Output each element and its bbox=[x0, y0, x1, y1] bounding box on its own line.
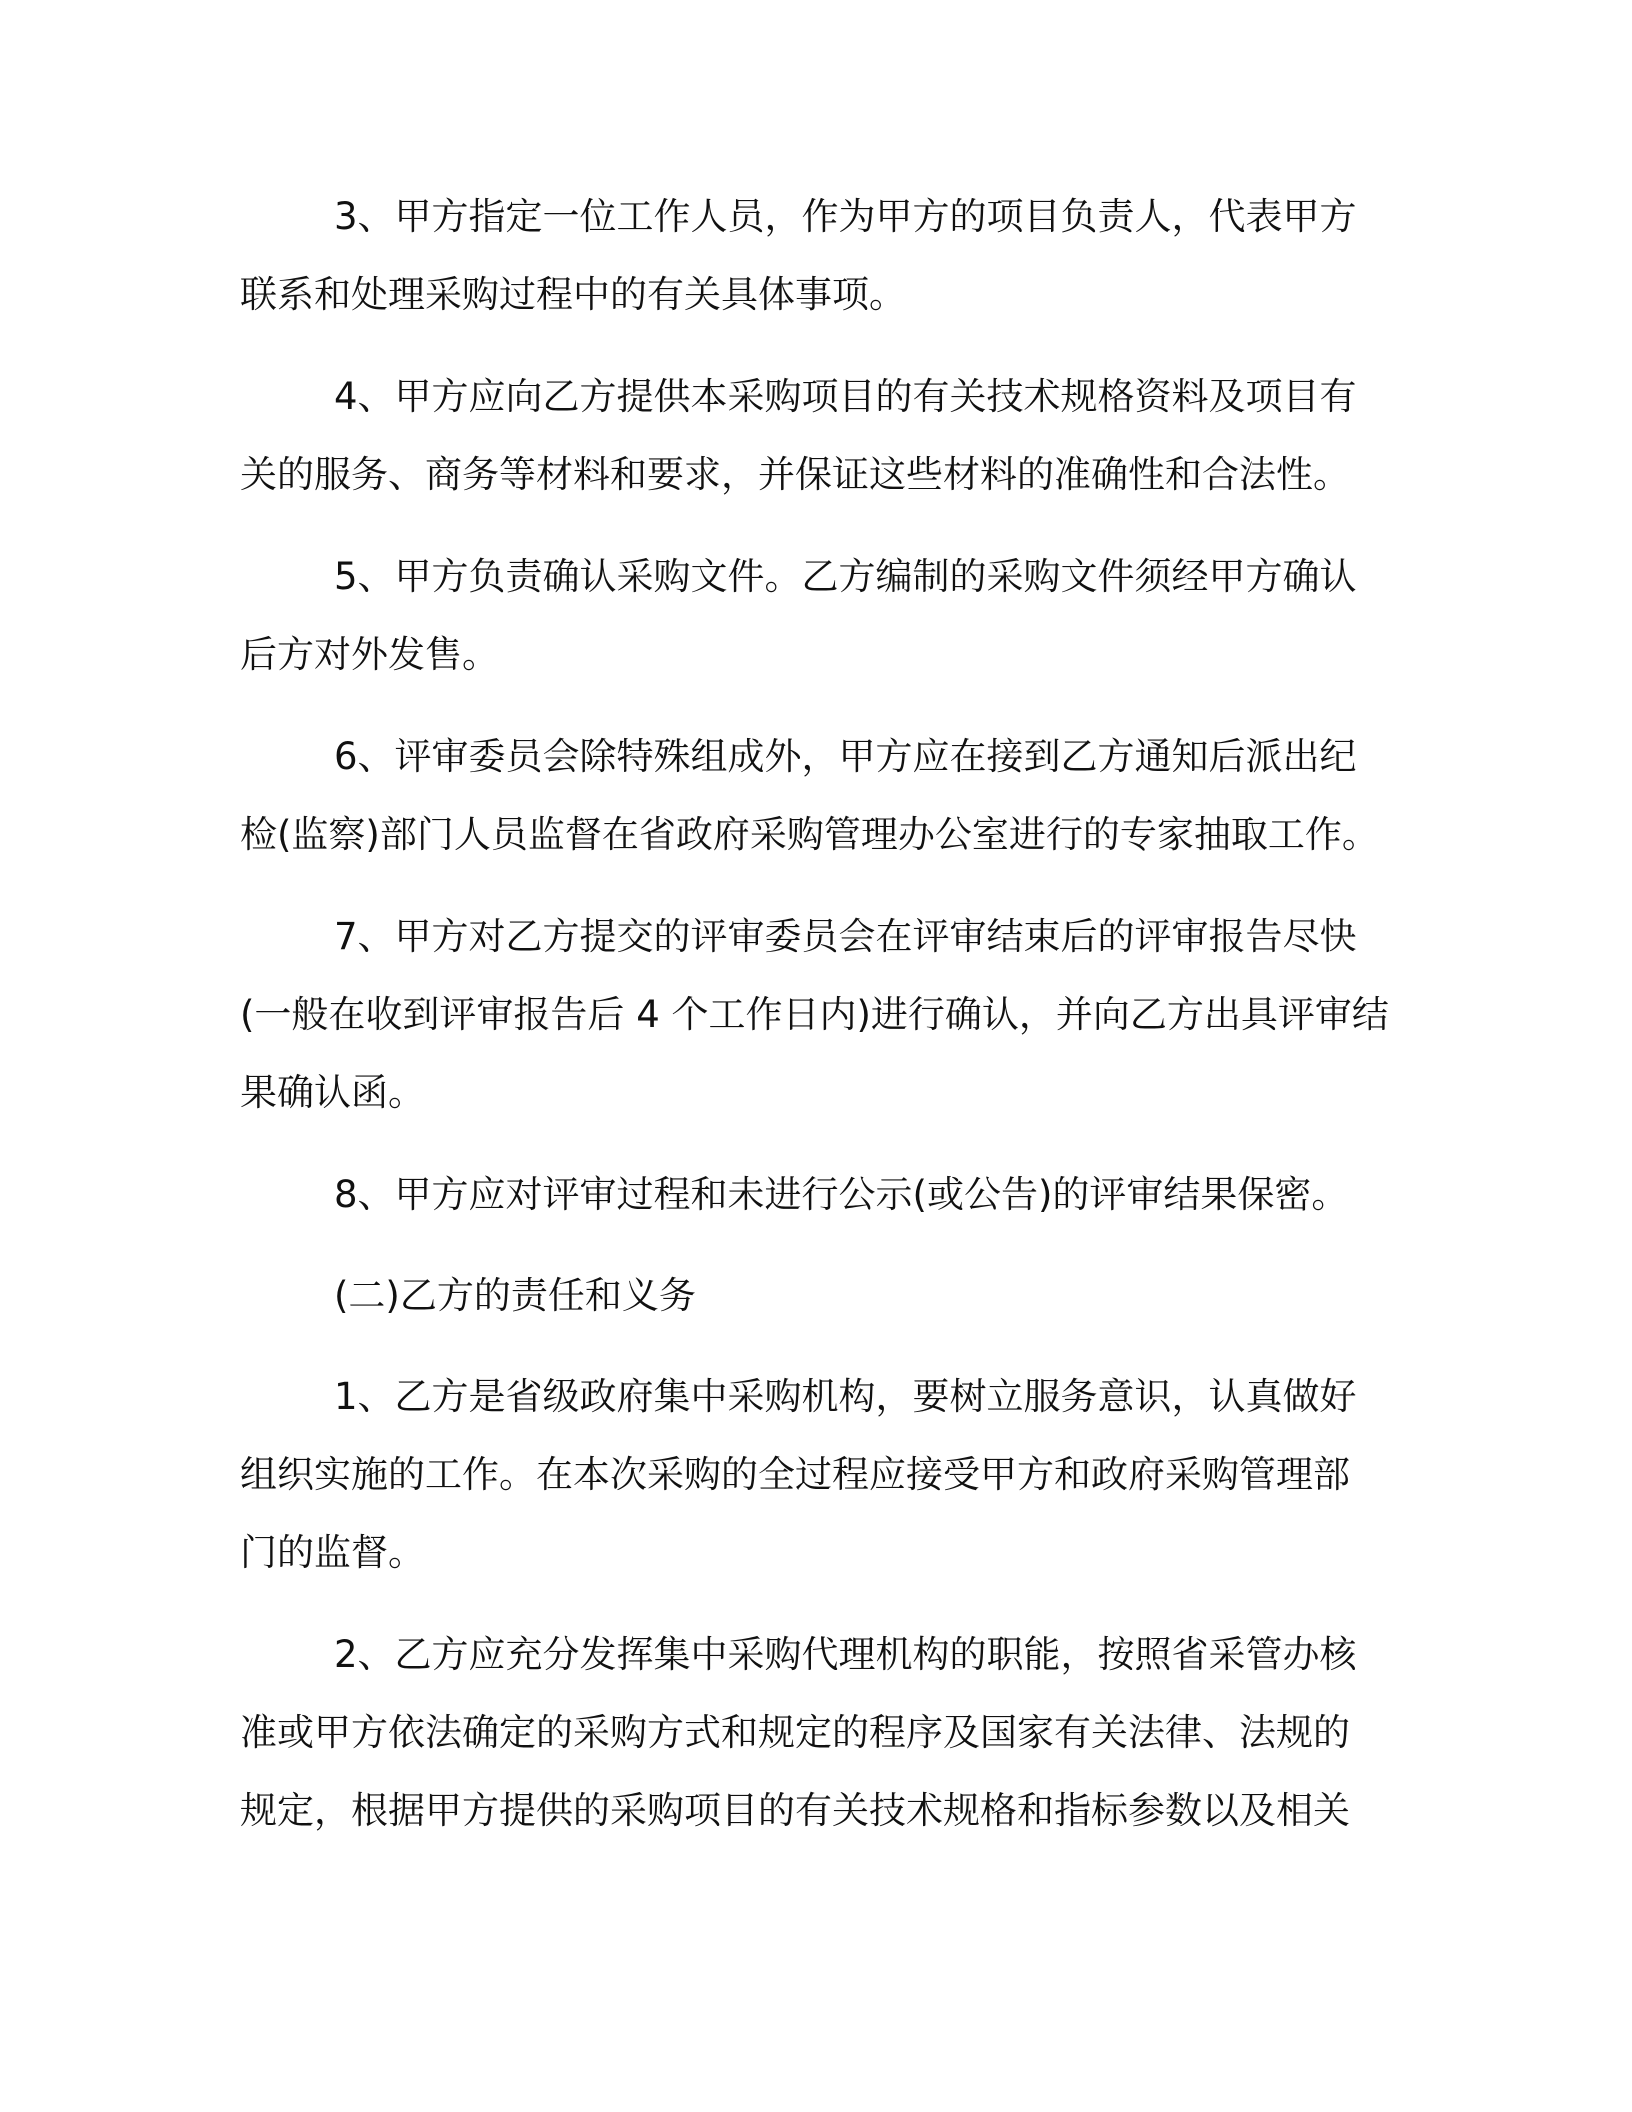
section-heading-text: (二)乙方的责任和义务 bbox=[334, 1274, 696, 1317]
section-heading bbox=[240, 1257, 1380, 1335]
paragraph-line: 组织实施的工作。在本次采购的全过程应接受甲方和政府采购管理部 bbox=[240, 1453, 1350, 1496]
paragraph-item-4 bbox=[240, 358, 1380, 514]
paragraph-item-2 bbox=[240, 1616, 1380, 1850]
paragraph-line: 2、乙方应充分发挥集中采购代理机构的职能，按照省采管办核 bbox=[334, 1633, 1357, 1676]
paragraph-item-5 bbox=[240, 538, 1380, 694]
paragraph-line: 果确认函。 bbox=[240, 1071, 425, 1114]
paragraph-line: 4、甲方应向乙方提供本采购项目的有关技术规格资料及项目有 bbox=[334, 375, 1357, 418]
paragraph-line: (一般在收到评审报告后 4 个工作日内)进行确认，并向乙方出具评审结 bbox=[240, 993, 1389, 1036]
paragraph-line: 检(监察)部门人员监督在省政府采购管理办公室进行的专家抽取工作。 bbox=[240, 813, 1379, 856]
paragraph-line: 联系和处理采购过程中的有关具体事项。 bbox=[240, 273, 906, 316]
paragraph-line: 5、甲方负责确认采购文件。乙方编制的采购文件须经甲方确认 bbox=[334, 555, 1357, 598]
paragraph-line: 规定，根据甲方提供的采购项目的有关技术规格和指标参数以及相关 bbox=[240, 1789, 1350, 1832]
paragraph-item-3 bbox=[240, 178, 1380, 334]
paragraph-line: 1、乙方是省级政府集中采购机构，要树立服务意识，认真做好 bbox=[334, 1375, 1357, 1418]
paragraph-line: 3、甲方指定一位工作人员，作为甲方的项目负责人，代表甲方 bbox=[334, 195, 1357, 238]
paragraph-item-8 bbox=[240, 1156, 1380, 1234]
paragraph-item-1 bbox=[240, 1358, 1380, 1592]
paragraph-item-7 bbox=[240, 898, 1389, 1132]
paragraph-line: 门的监督。 bbox=[240, 1531, 425, 1574]
paragraph-line: 8、甲方应对评审过程和未进行公示(或公告)的评审结果保密。 bbox=[334, 1173, 1349, 1216]
paragraph-item-6 bbox=[240, 718, 1380, 874]
paragraph-line: 准或甲方依法确定的采购方式和规定的程序及国家有关法律、法规的 bbox=[240, 1711, 1350, 1754]
paragraph-line: 关的服务、商务等材料和要求，并保证这些材料的准确性和合法性。 bbox=[240, 453, 1350, 496]
paragraph-line: 7、甲方对乙方提交的评审委员会在评审结束后的评审报告尽快 bbox=[334, 915, 1357, 958]
paragraph-line: 6、评审委员会除特殊组成外，甲方应在接到乙方通知后派出纪 bbox=[334, 735, 1357, 778]
paragraph-line: 后方对外发售。 bbox=[240, 633, 499, 676]
